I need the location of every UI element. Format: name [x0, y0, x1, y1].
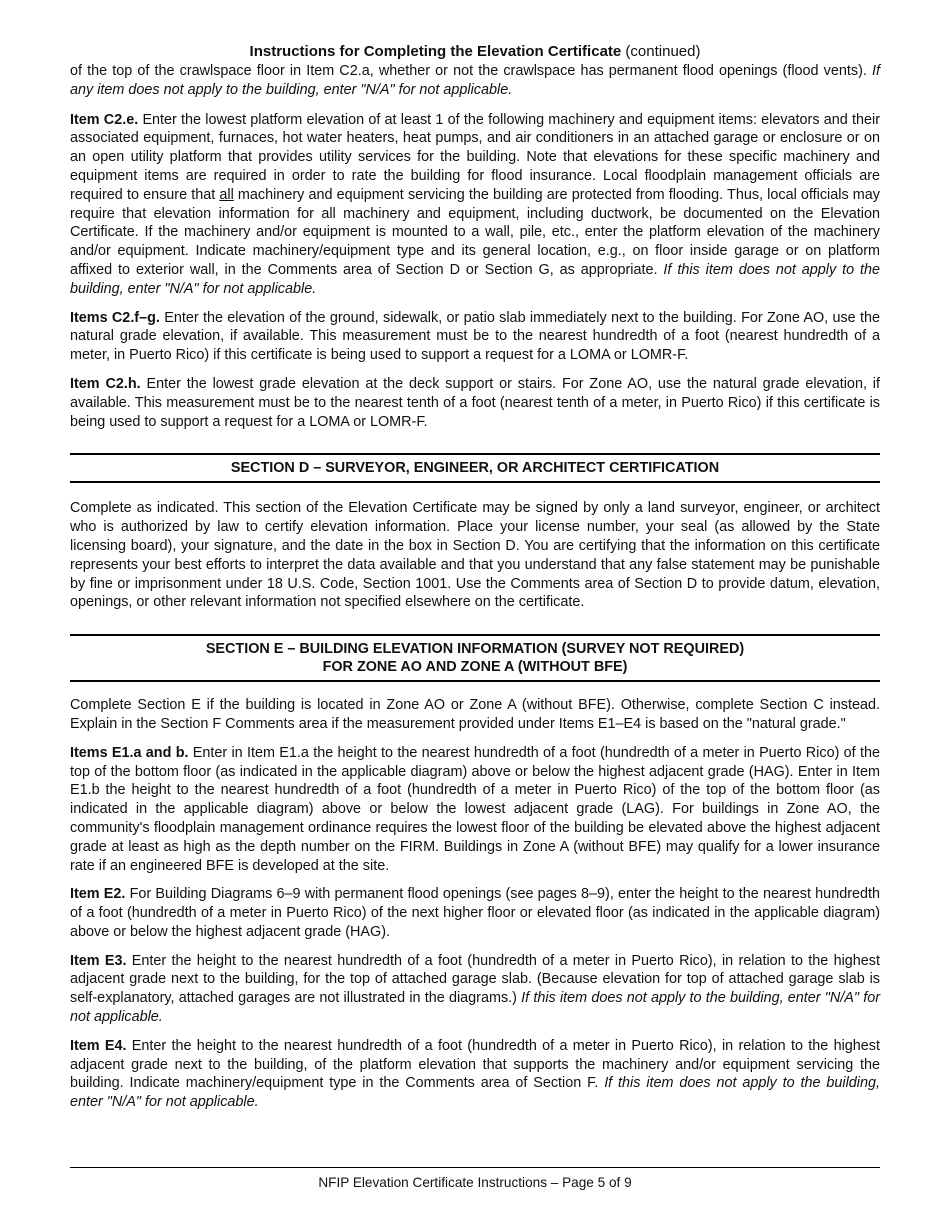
- item-e1-paragraph: [70, 744, 880, 876]
- item-e2-label: Item E2.: [70, 886, 126, 903]
- item-e4-italic-note: If this item does not apply to the building, enter "N/A" for not applicable.: [70, 1075, 880, 1111]
- section-e-title-line2: FOR ZONE AO AND ZONE A (WITHOUT BFE): [322, 659, 628, 676]
- header-title: Instructions for Completing the Elevation Certificate: [249, 43, 622, 60]
- item-c2e-text-a: Enter the lowest platform elevation of at least 1 of the following machinery and equipment items: elevators and their associated equipment, furnaces, hot water heaters, heat pumps, and air conditioners in an attached garage or enclosure or on an open utility platform that provides utility services for the building. Note that elevations for these specific machinery and equipment items are required in order to rate the building for flood insurance. Local floodplain management officials are required to ensure that: [70, 111, 880, 203]
- item-e3-label: Item E3.: [70, 952, 127, 969]
- continuation-paragraph: [70, 62, 880, 100]
- item-e1-text: Enter in Item E1.a the height to the nearest hundredth of a foot (hundredth of a meter in Puerto Rico) of the top of the bottom floor (as indicated in the applicable diagram) above or below the highest adjacent grade (HAG). Enter in Item E1.b the height to the nearest hundredth of a foot (hundredth of a meter in Puerto Rico) of the top of the bottom floor (as indicated in the applicable diagram) above or below the lowest adjacent grade (LAG). For buildings in Zone AO, the community's floodplain management ordinance requires the lowest floor of the building be elevated above the highest adjacent grade at least as high as the depth number on the FIRM. Buildings in Zone A (without BFE) may qualify for a lower insurance rate if an engineered BFE is developed at the site.: [70, 744, 880, 874]
- document-page: [70, 0, 880, 1112]
- item-e2-paragraph: [70, 885, 880, 941]
- item-e3-text: Enter the height to the nearest hundredth of a foot (hundredth of a meter in Puerto Rico), in relation to the highest adjacent grade next to the building, for the top of attached garage slab. (Because elevation for top of attached garage slab is self-explanatory, attached garages are not illustrated in the diagrams.): [70, 952, 880, 1007]
- item-c2e-text-b: machinery and equipment servicing the building are protected from flooding. Thus, local officials may require that elevation information for all machinery and equipment, including ductwork, be documented on the Elevation Certificate. If the machinery and/or equipment is mounted to a wall, pile, etc., enter the platform elevation of the machinery and/or equipment. Indicate machinery/equipment type and its general location, e.g., on floor inside garage or on platform affixed to exterior wall, in the Comments area of Section D or Section G, as appropriate.: [70, 186, 880, 278]
- footer-page-number: NFIP Elevation Certificate Instructions – Page 5 of 9: [318, 1175, 632, 1190]
- continuation-italic-note: If any item does not apply to the building, enter "N/A" for not applicable.: [70, 63, 880, 98]
- section-e-title-line1: SECTION E – BUILDING ELEVATION INFORMATION (SURVEY NOT REQUIRED): [205, 641, 745, 658]
- item-c2fg-text: Enter the elevation of the ground, sidewalk, or patio slab immediately next to the building. For Zone AO, use the natural grade elevation, if available. This measurement must be to the nearest hundredth of a foot (nearest hundredth of a meter, in Puerto Rico) if this certificate is being used to support a request for a LOMA or LOMR-F.: [70, 309, 880, 364]
- section-e-intro-paragraph: Complete Section E if the building is located in Zone AO or Zone A (without BFE). Otherwise, complete Section C instead. Explain in the Section F Comments area if the measurement provided under Items E1–E4 is based on the "natural grade.": [70, 697, 880, 732]
- item-e2-text: For Building Diagrams 6–9 with permanent flood openings (see pages 8–9), enter the height to the nearest hundredth of a foot (hundredth of a meter in Puerto Rico) of the next higher floor or elevated floor (as indicated in the applicable diagram) above or below the highest adjacent grade (HAG).: [70, 886, 880, 940]
- item-c2h-text: Enter the lowest grade elevation at the deck support or stairs. For Zone AO, use the natural grade elevation, if available. This measurement must be to the nearest tenth of a foot (nearest tenth of a meter, in Puerto Rico) if this certificate is being used to support a request for a LOMA or LOMR-F.: [70, 375, 880, 430]
- item-c2h-label: Item C2.h.: [70, 375, 141, 392]
- item-c2fg-paragraph: [70, 309, 880, 365]
- continuation-text: of the top of the crawlspace floor in Item C2.a, whether or not the crawlspace has permanent flood openings (flood vents).: [70, 63, 872, 79]
- item-e4-paragraph: [70, 1037, 880, 1112]
- section-d-heading: [70, 453, 880, 483]
- page-header: [70, 42, 880, 62]
- item-c2e-paragraph: [70, 111, 880, 299]
- item-c2e-label: Item C2.e.: [70, 111, 139, 128]
- item-c2e-italic-note: If this item does not apply to the building, enter "N/A" for not applicable.: [70, 261, 880, 297]
- item-e4-label: Item E4.: [70, 1037, 127, 1054]
- item-e3-italic-note: If this item does not apply to the building, enter "N/A" for not applicable.: [70, 990, 880, 1026]
- item-c2h-paragraph: [70, 375, 880, 431]
- section-d-title: SECTION D – SURVEYOR, ENGINEER, OR ARCHITECT CERTIFICATION: [230, 460, 720, 477]
- page-footer: [70, 1167, 880, 1190]
- header-title-suffix: (continued): [621, 43, 701, 60]
- item-e3-paragraph: [70, 952, 880, 1027]
- item-e4-text: Enter the height to the nearest hundredth of a foot (hundredth of a meter in Puerto Rico), in relation to the highest adjacent grade next to the building, of the platform elevation that supports the machinery and/or equipment servicing the building. Indicate machinery/equipment type in the Comments area of Section F.: [70, 1037, 880, 1092]
- section-e-heading: [70, 634, 880, 682]
- item-e1-label: Items E1.a and b.: [70, 744, 189, 761]
- item-c2fg-label: Items C2.f–g.: [70, 309, 160, 326]
- item-c2e-underlined-word: all: [219, 186, 234, 203]
- section-d-paragraph: Complete as indicated. This section of the Elevation Certificate may be signed by only a land surveyor, engineer, or architect who is authorized by law to certify elevation information. Place your license number, your seal (as allowed by the State licensing board), your signature, and the date in the box in Section D. You are certifying that the information on this certificate represents your best efforts to interpret the data available and that you understand that any false statement may be punishable by fine or imprisonment under 18 U.S. Code, Section 1001. Use the Comments area of Section D to provide datum, elevation, openings, or other relevant information not specified elsewhere on the certificate.: [70, 500, 880, 611]
